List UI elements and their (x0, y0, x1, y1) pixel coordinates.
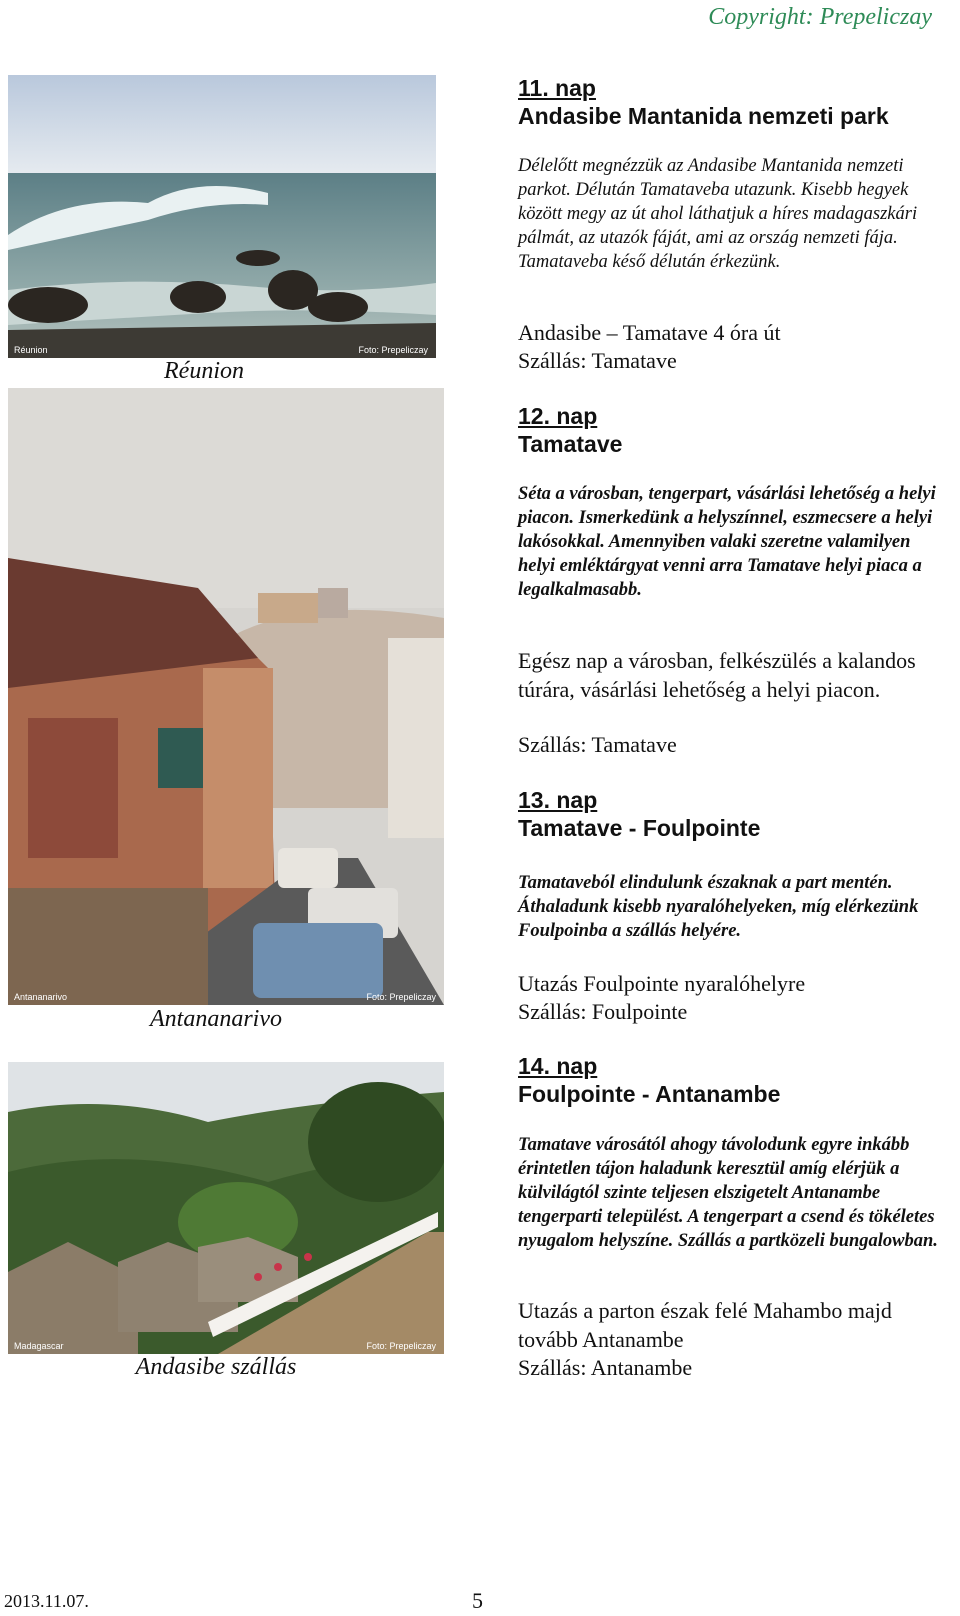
day-11-title: Andasibe Mantanida nemzeti park (518, 103, 889, 129)
photo-caption-reunion: Réunion (164, 358, 244, 384)
day-13-number: 13. nap (518, 787, 598, 813)
photo-credit-location: Madagascar (14, 1341, 64, 1351)
day-13-title: Tamatave - Foulpointe (518, 815, 761, 841)
footer-date: 2013.11.07. (4, 1591, 89, 1611)
day-11-route: Andasibe – Tamatave 4 óra út (518, 320, 781, 345)
day-11-accommodation: Szállás: Tamatave (518, 348, 677, 373)
photo-caption-andasibe: Andasibe szállás (135, 1354, 297, 1380)
reunion-photo (8, 75, 436, 358)
antananarivo-photo (8, 388, 444, 1005)
andasibe-photo (8, 1062, 444, 1354)
photo-credit-author: Foto: Prepeliczay (366, 1341, 436, 1351)
photo-credit-author: Foto: Prepeliczay (366, 992, 436, 1002)
photo-credit-author: Foto: Prepeliczay (358, 345, 428, 355)
day-14-number: 14. nap (518, 1053, 598, 1079)
day-12-number: 12. nap (518, 403, 598, 429)
day-12-description: Séta a városban, tengerpart, vásárlási lehetőség a helyi piacon. Ismerkedünk a helyszínnel, eszmecsere a helyi lakósokkal. Amennyiben valaki szeretne valamilyen helyi emléktárgyat venni arra Tamatave helyi piaca a legalkalmasabb. (518, 484, 936, 600)
day-11-number: 11. nap (518, 75, 596, 101)
day-13-accommodation: Szállás: Foulpointe (518, 999, 688, 1024)
day-14-description: Tamatave városától ahogy távolodunk egyre inkább érintetlen tájon haladunk keresztül amíg elérjük a külvilágtól szinte teljesen elszigetelt Antanambe tengerparti települést. A tengerpart a csend és tökéletes nyugalom helyszíne. Szállás a partközeli bungalowban. (518, 1135, 938, 1251)
page-number: 5 (472, 1588, 483, 1613)
photo-caption-antananarivo: Antananarivo (150, 1006, 282, 1032)
day-14-accommodation: Szállás: Antanambe (518, 1355, 693, 1380)
day-14-route: Utazás a parton észak felé Mahambo majd tovább Antanambe (518, 1298, 892, 1352)
day-13-route: Utazás Foulpointe nyaralóhelyre (518, 971, 806, 996)
photo-credit-location: Antananarivo (14, 992, 68, 1002)
day-13-description: Tamataveból elindulunk északnak a part mentén. Áthaladunk kisebb nyaralóhelyeken, míg elérkezünk Foulpoinba a szállás helyére. (518, 873, 919, 941)
day-12-accommodation: Szállás: Tamatave (518, 732, 677, 757)
copyright-notice: Copyright: Prepeliczay (708, 4, 932, 30)
day-12-program: Egész nap a városban, felkészülés a kalandos túrára, vásárlási lehetőség a helyi piacon. (518, 648, 916, 702)
day-12-title: Tamatave (518, 431, 623, 457)
day-14-title: Foulpointe - Antanambe (518, 1081, 781, 1107)
photo-credit-location: Réunion (14, 345, 48, 355)
day-11-description: Délelőtt megnézzük az Andasibe Mantanida nemzeti parkot. Délután Tamataveba utazunk. Kisebb hegyek között megy az út ahol láthatjuk a híres madagaszkári pálmát, az utazók fáját, ami az ország nemzeti fája. Tamataveba késő délután érkezünk. (518, 156, 918, 272)
